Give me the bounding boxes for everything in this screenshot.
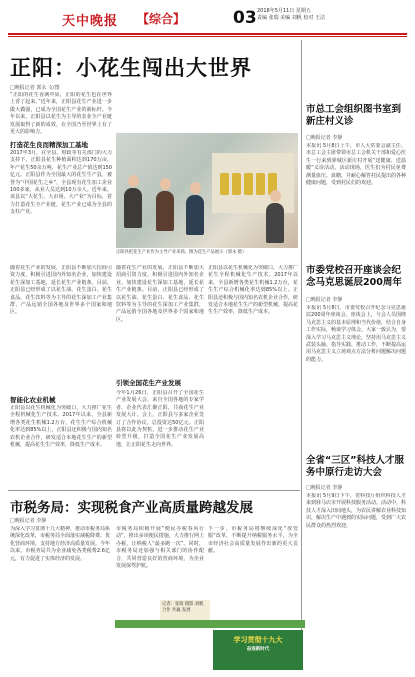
section-divider [8,490,300,491]
right-story-3-text: 本报讯 5月9日下午，省科技厅组织科技人才来到驿马店市开展科技服务活动。活动中，科技人才深入田间地头，为农民讲解农业科技知识，解决生产中遇到的实际问题，受到广大农民群众的热烈欢迎。 [306,493,406,529]
right-story-1-text: 本报讯 5月8日上午，市人大常委会副主任、市总工会主席带领市总工会机关干部和爱心医生一行来到驿城区新庄村开展“送健康、送温暖”义诊活动。活动现场，医生们为村民免费测量血压、血糖，并耐心解答村民提出的各种健康问题，受到村民们的欢迎。 [306,143,406,187]
header-info [257,8,347,22]
promo-box: 记者：张瑞 摄影 刘帆 合作 共赢 发展 [160,600,210,625]
main-article-byline: □晚报记者 郭永 文/图 [10,85,60,91]
oil-bottle [244,173,253,195]
header-date: 2018年5月11日 星期五 [257,8,311,14]
main-article-lead: “正阳的花生香满中原，正阳的花生也在世界上香了起来。”近年来，正阳县花生产业进一步做大做强，已成为全国花生产业的新标杆。今年以来，正阳县以花生为主导的农业全产业链发展取得了新的成效，在全国乃至世界上有了更大的影响力。 [10,92,112,136]
right-story-1-byline: □晚报记者 李静 [306,135,343,141]
photo-caption: 正阳县把花生产业作为主导产业来抓，图为花生产品展示（郭永 摄） [116,250,247,255]
bottom-article-title: 市税务局：实现税食产业高质量跨越发展 [10,500,253,516]
right-story-2-title: 市委党校召开座谈会纪念马克思诞辰200周年 [306,265,402,288]
section-label: 【综合】 [137,12,186,26]
right-story-2-text: 本报讯 5月8日，市委党校召开纪念马克思诞辰200周年座谈会。座谈会上，与会人员围绕马克思主义的基本原理和当代价值，结合自身工作实际，畅谈学习体会。大家一致认为，要深入学习马克思主义理论，坚持用马克思主义武装头脑、指导实践、推动工作，不断提高运用马克思主义立场观点方法分析问题解决问题的能力。 [306,305,406,363]
main-article-para-2b: 随着花生产业的发展，正阳县不断加大招商引资力度，积极引进国内外知名企业，加快建设花生深加工基地，延长花生产业链条。目前，正阳县已经形成了以花生油、花生蛋白、花生食品、花生饮料等为主导的花生深加工产业集群，产品远销全国各地及世界多个国家和地区。 [116,265,204,323]
main-article-para-2: 随着花生产业的发展，正阳县不断加大招商引资力度，积极引进国内外知名企业，加快建设花生深加工基地，延长花生产业链条。目前，正阳县已经形成了以花生油、花生蛋白、花生食品、花生饮料等为主导的花生深加工产业集群，产品远销全国各地及世界多个国家和地区。 [10,265,112,316]
person-head [270,190,281,202]
newspaper-logo: 天中晚报 [62,14,119,29]
person-head [190,182,201,194]
header-rule [8,33,407,35]
main-article-photo [116,133,298,248]
main-article-title: 正阳：小花生闯出大世界 [10,56,252,80]
page-number: 03 [233,8,257,28]
main-article-subhead-2: 智能化农业机械 [10,396,56,404]
right-story-3-byline: □晚报记者 李静 [306,485,343,491]
main-article-para-1: 2017年3月，在全县、财政等有关部门的大力支持下，正阳县花生种植面积达到170万亩，年产花生50余万吨，花生产业总产值达到150亿元。正阳县作为全国最大的花生生产县，被誉为“中国花生之乡”，全县现有花生加工企业100多家，从业人员达到10万余人。近年来，该县以“大花生、大市场、大产业”为目标，着力打造花生全产业链，花生产业已成为全县的支柱产业。 [10,150,112,216]
oil-bottle [256,173,265,195]
banner-line-2: 奋进新时代 [246,647,270,652]
main-article-para-4: 今年1月26日，正阳县召开了全国花生产业发展大会，来自全国各地的专家学者、企业代表汇聚正阳，共商花生产业发展大计。会上，正阳县与多家企业签订了合作协议，总投资达50亿元。正阳县将以此为契机，进一步推动花生产业转型升级，打造全国花生产业发展高地，让正阳花生走向世界。 [116,390,204,448]
main-article-para-3b: 正阳县以花生机械化为突破口，大力推广花生全程机械化生产技术。2017年以来，全县新增各类花生机械1.2万台，花生生产综合机械化率达到85%以上。正阳县还积极与国内知名农机企业合作，研发适合本地花生生产的新型机械，提高花生生产效率，降低生产成本。 [208,265,298,316]
main-article-subhead-3: 引领全国花生产业发展 [116,379,181,387]
main-article-para-3: 正阳县以花生机械化为突破口，大力推广花生全程机械化生产技术。2017年以来，全县新增各类花生机械1.2万台，花生生产综合机械化率达到85%以上。正阳县还积极与国内知名农机企业合作，研发适合本地花生生产的新型机械，提高花生生产效率，降低生产成本。 [10,405,112,449]
person-figure [124,188,142,228]
bottom-article-text-3: 下一步，市税务局将继续深化“放管服”改革，不断提升纳税服务水平，为全市经济社会高质量发展作出新的更大贡献。 [208,526,298,555]
bottom-article-text-1: 为深入学习贯彻十九大精神，推动市税务局系统深化改革，市税务局全面落实减税降费、优化营商环境，支持地方经济高质量发展。今年以来，市税务局共为企业减免各类税费2.6亿元，有力促进了实体经济的发展。 [10,526,110,562]
right-story-3-title: 全省“三区”科技人才服务中原行走访大会 [306,455,404,478]
person-figure [186,195,204,235]
oil-bottle [220,173,229,195]
column-divider [301,40,302,670]
person-head [160,178,171,190]
oil-bottle [232,173,241,195]
slogan-banner [213,630,303,670]
person-figure [156,191,174,231]
main-article-subhead-1: 打造花生良而精深加工基地 [10,141,88,149]
green-banner-bar [115,620,305,628]
right-story-1-title: 市总工会组织图书室到新庄村义诊 [306,104,402,127]
right-story-2-byline: □晚报记者 李静 [306,297,343,303]
bottom-article-text-2: 市税务局积极开展“便民办税春风行动”，推出多项便民措施，大力推行网上办税，让纳税人“最多跑一次”。同时，市税务局还加强与相关部门的协作配合，共同营造良好的营商环境，为企业发展保驾护航。 [116,526,204,570]
header-rule-thin [8,36,407,37]
masthead [0,0,415,34]
person-head [128,175,139,187]
banner-line-1: 学习贯彻十九大 [233,636,283,644]
person-figure [266,203,284,243]
header-editors: 责编 张瑞 美编 刘帆 校对 王洁 [257,15,325,21]
bottom-article-byline: □晚报记者 李静 [10,518,47,524]
